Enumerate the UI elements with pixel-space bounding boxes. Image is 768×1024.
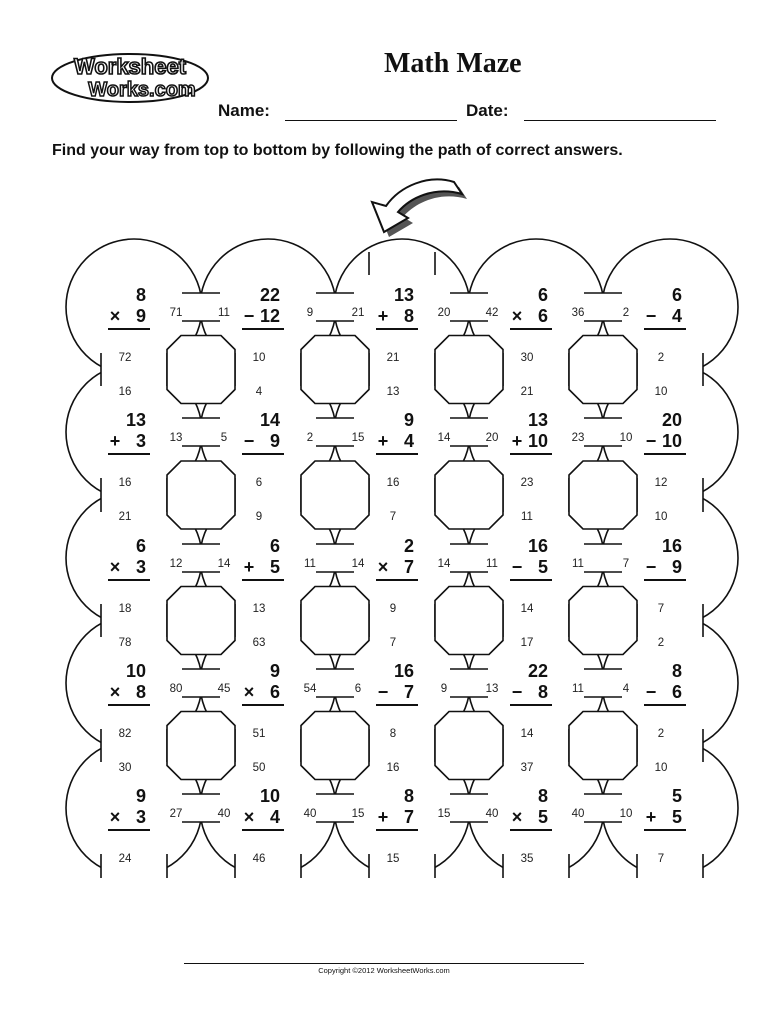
answer-choice: 20: [485, 432, 499, 444]
answer-choice: 10: [654, 511, 668, 523]
problem-underline: [242, 704, 284, 706]
answer-choice: 21: [520, 386, 534, 398]
maze-island: [569, 336, 637, 404]
problem-top: 6: [537, 285, 548, 305]
problem-top: 16: [661, 536, 682, 556]
answer-choice: 54: [303, 683, 317, 695]
answer-choice: 20: [437, 307, 451, 319]
answer-choice: 9: [255, 511, 263, 523]
copyright: Copyright ©2012 WorksheetWorks.com: [318, 966, 450, 975]
problem-underline: [376, 453, 418, 455]
problem-operator: +: [377, 807, 389, 827]
problem-top: 22: [259, 285, 280, 305]
problem-bottom: 3: [135, 807, 146, 827]
problem-bottom: 10: [527, 431, 548, 451]
problem-bottom: 7: [403, 807, 414, 827]
answer-choice: 12: [654, 477, 668, 489]
maze-island: [167, 712, 235, 780]
problem-operator: −: [511, 682, 523, 702]
answer-choice: 7: [622, 558, 630, 570]
answer-choice: 16: [118, 477, 132, 489]
answer-choice: 10: [654, 762, 668, 774]
problem-operator: ×: [243, 682, 255, 702]
problem-underline: [376, 328, 418, 330]
maze-island: [301, 461, 369, 529]
problem-top: 22: [527, 661, 548, 681]
page-title: Math Maze: [384, 48, 522, 79]
problem-bottom: 8: [135, 682, 146, 702]
problem-bottom: 7: [403, 682, 414, 702]
problem-bottom: 9: [135, 306, 146, 326]
answer-choice: 11: [521, 511, 533, 523]
answer-choice: 4: [622, 683, 630, 695]
answer-choice: 13: [386, 386, 400, 398]
problem-operator: +: [243, 557, 255, 577]
problem-top: 13: [527, 410, 548, 430]
problem-top: 20: [661, 410, 682, 430]
maze-island: [301, 712, 369, 780]
problem-bottom: 6: [671, 682, 682, 702]
maze-island: [301, 336, 369, 404]
problem-bottom: 5: [671, 807, 682, 827]
problem-top: 8: [537, 786, 548, 806]
answer-choice: 17: [520, 637, 534, 649]
problem-top: 13: [393, 285, 414, 305]
problem-operator: +: [377, 431, 389, 451]
answer-choice: 27: [169, 808, 183, 820]
answer-choice: 21: [386, 352, 400, 364]
maze-island: [167, 587, 235, 655]
answer-choice: 11: [572, 558, 584, 570]
problem-bottom: 8: [403, 306, 414, 326]
answer-choice: 12: [169, 558, 183, 570]
answer-choice: 9: [440, 683, 448, 695]
problem-operator: +: [511, 431, 523, 451]
problem-top: 16: [527, 536, 548, 556]
answer-choice: 8: [389, 728, 397, 740]
problem-bottom: 7: [403, 557, 414, 577]
problem-top: 8: [671, 661, 682, 681]
problem-underline: [376, 704, 418, 706]
problem-operator: −: [243, 431, 255, 451]
answer-choice: 40: [217, 808, 231, 820]
problem-operator: −: [645, 682, 657, 702]
maze-island: [435, 587, 503, 655]
problem-top: 14: [259, 410, 280, 430]
maze-island: [569, 587, 637, 655]
problem-underline: [510, 704, 552, 706]
answer-choice: 14: [520, 603, 534, 615]
answer-choice: 14: [437, 432, 451, 444]
problem-underline: [242, 328, 284, 330]
problem-operator: ×: [109, 682, 121, 702]
answer-choice: 15: [351, 432, 365, 444]
problem-underline: [644, 328, 686, 330]
answer-choice: 15: [351, 808, 365, 820]
problem-top: 10: [259, 786, 280, 806]
answer-choice: 30: [520, 352, 534, 364]
answer-choice: 10: [619, 808, 633, 820]
problem-operator: ×: [511, 807, 523, 827]
answer-choice: 46: [252, 853, 266, 865]
answer-choice: 13: [485, 683, 499, 695]
answer-choice: 13: [169, 432, 183, 444]
answer-choice: 7: [657, 603, 665, 615]
problem-operator: +: [645, 807, 657, 827]
problem-top: 6: [135, 536, 146, 556]
maze-island: [435, 461, 503, 529]
problem-top: 9: [269, 661, 280, 681]
answer-choice: 2: [622, 307, 630, 319]
problem-operator: −: [377, 682, 389, 702]
answer-choice: 11: [218, 307, 230, 319]
problem-operator: ×: [109, 807, 121, 827]
maze-island: [301, 587, 369, 655]
answer-choice: 15: [386, 853, 400, 865]
answer-choice: 2: [306, 432, 314, 444]
answer-choice: 14: [437, 558, 451, 570]
problem-operator: −: [243, 306, 255, 326]
problem-operator: −: [645, 557, 657, 577]
problem-bottom: 5: [537, 807, 548, 827]
answer-choice: 9: [389, 603, 397, 615]
problem-operator: +: [377, 306, 389, 326]
answer-choice: 2: [657, 637, 665, 649]
answer-choice: 72: [118, 352, 132, 364]
answer-choice: 16: [386, 762, 400, 774]
problem-operator: ×: [377, 557, 389, 577]
problem-top: 16: [393, 661, 414, 681]
problem-bottom: 6: [269, 682, 280, 702]
answer-choice: 7: [389, 511, 397, 523]
problem-bottom: 5: [537, 557, 548, 577]
problem-underline: [644, 829, 686, 831]
answer-choice: 16: [386, 477, 400, 489]
answer-choice: 42: [485, 307, 499, 319]
problem-operator: ×: [511, 306, 523, 326]
answer-choice: 18: [118, 603, 132, 615]
problem-bottom: 8: [537, 682, 548, 702]
problem-operator: ×: [109, 557, 121, 577]
problem-underline: [242, 829, 284, 831]
problem-underline: [108, 579, 150, 581]
answer-choice: 4: [255, 386, 263, 398]
answer-choice: 36: [571, 307, 585, 319]
problem-operator: −: [645, 431, 657, 451]
answer-choice: 2: [657, 728, 665, 740]
answer-choice: 40: [571, 808, 585, 820]
maze-island: [569, 712, 637, 780]
answer-choice: 82: [118, 728, 132, 740]
answer-choice: 16: [118, 386, 132, 398]
answer-choice: 11: [486, 558, 498, 570]
logo-line2: Works.com: [88, 79, 196, 101]
answer-choice: 10: [619, 432, 633, 444]
problem-operator: ×: [109, 306, 121, 326]
problem-underline: [510, 453, 552, 455]
answer-choice: 14: [351, 558, 365, 570]
problem-underline: [108, 704, 150, 706]
problem-top: 9: [403, 410, 414, 430]
problem-underline: [644, 704, 686, 706]
answer-choice: 2: [657, 352, 665, 364]
problem-operator: −: [511, 557, 523, 577]
answer-choice: 40: [485, 808, 499, 820]
instructions: Find your way from top to bottom by following the path of correct answers.: [52, 142, 623, 159]
problem-top: 10: [125, 661, 146, 681]
maze-island: [167, 336, 235, 404]
problem-top: 9: [135, 786, 146, 806]
problem-bottom: 3: [135, 557, 146, 577]
problem-top: 2: [403, 536, 414, 556]
problem-underline: [510, 829, 552, 831]
answer-choice: 7: [389, 637, 397, 649]
problem-bottom: 6: [537, 306, 548, 326]
answer-choice: 15: [437, 808, 451, 820]
maze-island: [569, 461, 637, 529]
problem-underline: [108, 453, 150, 455]
answer-choice: 21: [118, 511, 132, 523]
answer-choice: 10: [654, 386, 668, 398]
answer-choice: 6: [354, 683, 362, 695]
answer-choice: 11: [304, 558, 316, 570]
problem-top: 6: [671, 285, 682, 305]
answer-choice: 9: [306, 307, 314, 319]
answer-choice: 35: [520, 853, 534, 865]
problem-bottom: 12: [259, 306, 280, 326]
maze-island: [435, 336, 503, 404]
answer-choice: 71: [169, 307, 183, 319]
problem-underline: [510, 579, 552, 581]
answer-choice: 45: [217, 683, 231, 695]
problem-underline: [108, 328, 150, 330]
problem-bottom: 5: [269, 557, 280, 577]
problem-bottom: 4: [403, 431, 414, 451]
problem-underline: [242, 579, 284, 581]
problem-operator: −: [645, 306, 657, 326]
problem-underline: [644, 453, 686, 455]
problem-underline: [376, 829, 418, 831]
problem-bottom: 4: [269, 807, 280, 827]
answer-choice: 63: [252, 637, 266, 649]
problem-top: 5: [671, 786, 682, 806]
answer-choice: 6: [255, 477, 263, 489]
problem-bottom: 4: [671, 306, 682, 326]
problem-top: 8: [135, 285, 146, 305]
answer-choice: 10: [252, 352, 266, 364]
maze-island: [167, 461, 235, 529]
answer-choice: 78: [118, 637, 132, 649]
problem-underline: [108, 829, 150, 831]
answer-choice: 40: [303, 808, 317, 820]
answer-choice: 13: [252, 603, 266, 615]
problem-bottom: 9: [269, 431, 280, 451]
entrance: [369, 250, 435, 280]
problem-bottom: 3: [135, 431, 146, 451]
problem-underline: [376, 579, 418, 581]
answer-choice: 14: [520, 728, 534, 740]
answer-choice: 7: [657, 853, 665, 865]
maze-island: [435, 712, 503, 780]
problem-operator: ×: [243, 807, 255, 827]
answer-choice: 24: [118, 853, 132, 865]
problem-underline: [644, 579, 686, 581]
answer-choice: 51: [252, 728, 266, 740]
answer-choice: 14: [217, 558, 231, 570]
answer-choice: 30: [118, 762, 132, 774]
footer-divider: [184, 963, 584, 964]
problem-bottom: 9: [671, 557, 682, 577]
answer-choice: 5: [220, 432, 228, 444]
answer-choice: 80: [169, 683, 183, 695]
problem-top: 8: [403, 786, 414, 806]
answer-choice: 21: [351, 307, 365, 319]
answer-choice: 23: [571, 432, 585, 444]
problem-underline: [242, 453, 284, 455]
problem-operator: +: [109, 431, 121, 451]
date-label: Date:: [466, 101, 509, 120]
answer-choice: 37: [520, 762, 534, 774]
problem-top: 6: [269, 536, 280, 556]
name-label: Name:: [218, 101, 270, 120]
problem-top: 13: [125, 410, 146, 430]
answer-choice: 50: [252, 762, 266, 774]
logo-line1: Worksheet: [73, 54, 187, 79]
answer-choice: 23: [520, 477, 534, 489]
problem-bottom: 10: [661, 431, 682, 451]
answer-choice: 11: [572, 683, 584, 695]
problem-underline: [510, 328, 552, 330]
